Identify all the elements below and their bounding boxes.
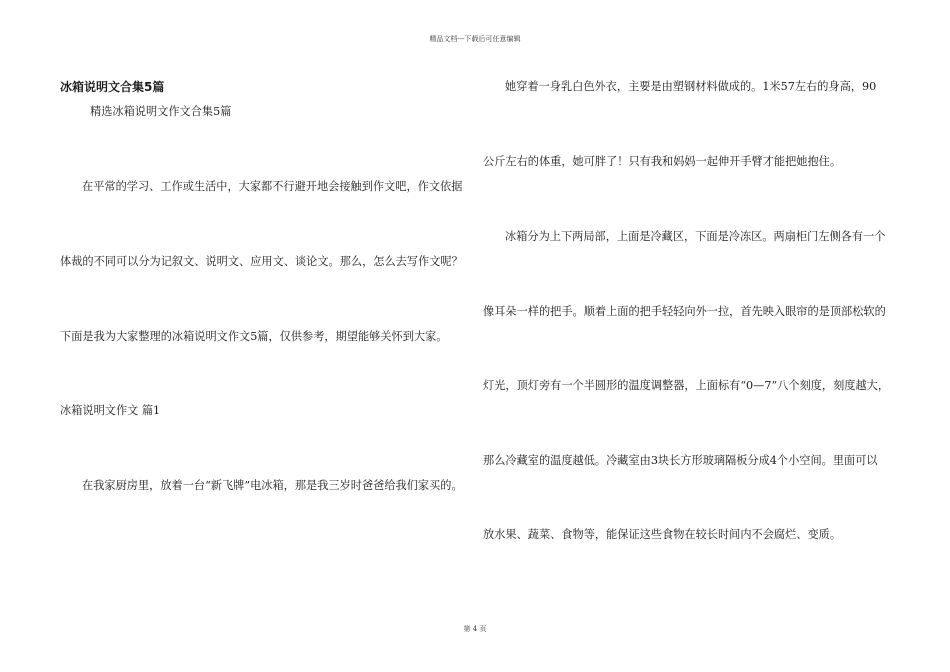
right-line-4: 像耳朵一样的把手。顺着上面的把手轻轻向外一拉，首先映入眼帘的是顶部松软的: [483, 305, 886, 318]
paragraph-1-line-1: 在平常的学习、工作或生活中，大家都不行避开地会接触到作文吧，作文依据: [82, 180, 463, 193]
right-line-6: 那么冷藏室的温度越低。冷藏室由3块长方形玻璃隔板分成4个小空间。里面可以: [483, 454, 878, 467]
right-line-5: 灯光，顶灯旁有一个半圆形的温度调整器，上面标有“0—7”八个刻度，刻度越大，: [483, 379, 890, 392]
document-subtitle: 精选冰箱说明文作文合集5篇: [90, 105, 232, 118]
page-header: 精品文档---下载后可任意编辑: [429, 35, 521, 43]
right-line-2: 公斤左右的体重，她可胖了！只有我和妈妈一起伸开手臂才能把她抱住。: [483, 155, 842, 168]
right-line-1: 她穿着一身乳白色外衣，主要是由塑钢材料做成的。1米57左右的身高，90: [505, 80, 877, 93]
paragraph-2-line-1: 在我家厨房里，放着一台“新飞牌”电冰箱，那是我三岁时爸爸给我们家买的。: [82, 479, 463, 492]
document-title: 冰箱说明文合集5篇: [60, 80, 165, 94]
paragraph-1-line-3: 下面是我为大家整理的冰箱说明文作文5篇，仅供参考，期望能够关怀到大家。: [60, 330, 448, 343]
paragraph-1-line-2: 体裁的不同可以分为记叙文、说明文、应用文、谈论文。那么，怎么去写作文呢？: [60, 255, 463, 268]
right-line-3: 冰箱分为上下两局部，上面是冷藏区，下面是冷冻区。两扇柜门左侧各有一个: [505, 230, 886, 243]
page-number: 第 4 页: [463, 625, 487, 633]
section-heading: 冰箱说明文作文 篇1: [60, 404, 161, 417]
right-line-7: 放水果、蔬菜、食物等，能保证这些食物在较长时间内不会腐烂、变质。: [483, 528, 842, 541]
